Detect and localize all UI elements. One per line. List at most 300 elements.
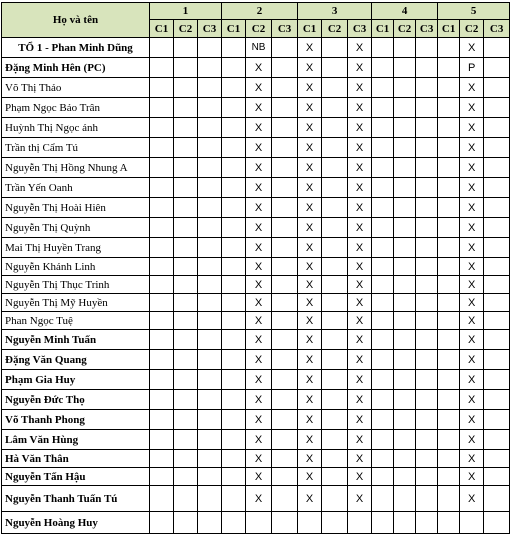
session-cell[interactable] [394, 98, 416, 118]
session-cell[interactable] [438, 350, 460, 370]
session-cell[interactable] [150, 370, 174, 390]
session-cell[interactable]: X [460, 238, 484, 258]
session-cell[interactable]: X [460, 218, 484, 238]
session-cell[interactable]: X [298, 390, 322, 410]
session-cell[interactable]: X [246, 138, 272, 158]
session-cell[interactable] [394, 258, 416, 276]
session-cell[interactable] [198, 312, 222, 330]
session-cell[interactable] [322, 486, 348, 512]
session-cell[interactable]: X [246, 468, 272, 486]
session-cell[interactable]: X [348, 198, 372, 218]
session-cell[interactable] [394, 370, 416, 390]
session-cell[interactable]: X [298, 258, 322, 276]
session-cell[interactable] [174, 276, 198, 294]
session-cell[interactable] [416, 370, 438, 390]
session-cell[interactable] [372, 258, 394, 276]
session-cell[interactable] [174, 450, 198, 468]
session-cell[interactable] [484, 118, 510, 138]
session-cell[interactable]: X [246, 450, 272, 468]
session-cell[interactable] [322, 350, 348, 370]
session-cell[interactable] [272, 98, 298, 118]
session-cell[interactable] [394, 276, 416, 294]
session-cell[interactable] [394, 238, 416, 258]
session-cell[interactable] [322, 58, 348, 78]
session-cell[interactable] [416, 58, 438, 78]
session-cell[interactable] [198, 330, 222, 350]
session-cell[interactable] [484, 178, 510, 198]
session-cell[interactable] [416, 450, 438, 468]
session-cell[interactable] [438, 98, 460, 118]
session-cell[interactable] [438, 294, 460, 312]
session-cell[interactable] [150, 390, 174, 410]
session-cell[interactable] [174, 38, 198, 58]
session-cell[interactable] [174, 118, 198, 138]
session-cell[interactable]: X [348, 258, 372, 276]
session-cell[interactable] [484, 450, 510, 468]
session-cell[interactable] [174, 486, 198, 512]
session-cell[interactable] [438, 512, 460, 534]
session-cell[interactable]: X [298, 370, 322, 390]
session-cell[interactable] [272, 276, 298, 294]
session-cell[interactable] [272, 312, 298, 330]
session-cell[interactable]: X [348, 78, 372, 98]
session-cell[interactable] [150, 38, 174, 58]
session-cell[interactable] [372, 276, 394, 294]
session-cell[interactable] [174, 390, 198, 410]
session-cell[interactable] [322, 330, 348, 350]
session-cell[interactable] [438, 410, 460, 430]
session-cell[interactable] [394, 312, 416, 330]
session-cell[interactable] [198, 238, 222, 258]
session-cell[interactable] [416, 78, 438, 98]
session-cell[interactable] [198, 294, 222, 312]
session-cell[interactable] [322, 390, 348, 410]
session-cell[interactable] [416, 218, 438, 238]
session-cell[interactable] [372, 468, 394, 486]
session-cell[interactable] [222, 158, 246, 178]
session-cell[interactable] [394, 468, 416, 486]
session-cell[interactable] [394, 218, 416, 238]
session-cell[interactable] [484, 98, 510, 118]
session-cell[interactable] [394, 390, 416, 410]
session-cell[interactable] [438, 138, 460, 158]
session-cell[interactable] [438, 158, 460, 178]
session-cell[interactable] [438, 312, 460, 330]
session-cell[interactable] [174, 468, 198, 486]
session-cell[interactable]: X [348, 486, 372, 512]
session-cell[interactable]: X [298, 178, 322, 198]
session-cell[interactable]: X [298, 330, 322, 350]
session-cell[interactable] [484, 258, 510, 276]
session-cell[interactable] [198, 138, 222, 158]
session-cell[interactable] [198, 512, 222, 534]
session-cell[interactable] [372, 370, 394, 390]
session-cell[interactable] [272, 430, 298, 450]
session-cell[interactable]: X [246, 158, 272, 178]
session-cell[interactable] [322, 178, 348, 198]
session-cell[interactable]: X [460, 78, 484, 98]
session-cell[interactable] [394, 330, 416, 350]
session-cell[interactable]: P [460, 58, 484, 78]
session-cell[interactable] [150, 410, 174, 430]
session-cell[interactable] [484, 350, 510, 370]
session-cell[interactable] [150, 218, 174, 238]
session-cell[interactable] [438, 178, 460, 198]
session-cell[interactable]: X [298, 158, 322, 178]
session-cell[interactable] [174, 312, 198, 330]
session-cell[interactable] [198, 78, 222, 98]
session-cell[interactable] [322, 218, 348, 238]
session-cell[interactable]: X [246, 198, 272, 218]
session-cell[interactable]: X [460, 350, 484, 370]
session-cell[interactable] [298, 512, 322, 534]
session-cell[interactable] [222, 238, 246, 258]
session-cell[interactable] [272, 350, 298, 370]
session-cell[interactable] [174, 158, 198, 178]
session-cell[interactable] [222, 430, 246, 450]
session-cell[interactable] [222, 468, 246, 486]
session-cell[interactable] [222, 198, 246, 218]
session-cell[interactable]: X [246, 350, 272, 370]
session-cell[interactable]: X [298, 38, 322, 58]
session-cell[interactable] [174, 330, 198, 350]
session-cell[interactable]: X [460, 138, 484, 158]
session-cell[interactable] [272, 294, 298, 312]
session-cell[interactable] [438, 78, 460, 98]
session-cell[interactable] [394, 198, 416, 218]
session-cell[interactable]: X [348, 238, 372, 258]
session-cell[interactable] [174, 430, 198, 450]
session-cell[interactable] [416, 390, 438, 410]
session-cell[interactable] [222, 58, 246, 78]
session-cell[interactable]: X [246, 276, 272, 294]
session-cell[interactable]: X [348, 350, 372, 370]
session-cell[interactable]: X [348, 294, 372, 312]
session-cell[interactable]: X [460, 312, 484, 330]
session-cell[interactable] [198, 370, 222, 390]
session-cell[interactable] [222, 118, 246, 138]
session-cell[interactable] [372, 390, 394, 410]
session-cell[interactable] [416, 410, 438, 430]
session-cell[interactable] [174, 58, 198, 78]
session-cell[interactable] [150, 486, 174, 512]
session-cell[interactable] [372, 78, 394, 98]
session-cell[interactable] [222, 218, 246, 238]
session-cell[interactable] [372, 312, 394, 330]
session-cell[interactable]: X [460, 276, 484, 294]
session-cell[interactable] [222, 312, 246, 330]
session-cell[interactable] [438, 38, 460, 58]
session-cell[interactable] [372, 330, 394, 350]
session-cell[interactable] [322, 450, 348, 468]
session-cell[interactable] [150, 350, 174, 370]
session-cell[interactable]: X [298, 218, 322, 238]
session-cell[interactable] [272, 238, 298, 258]
session-cell[interactable] [198, 218, 222, 238]
session-cell[interactable] [322, 78, 348, 98]
session-cell[interactable] [372, 512, 394, 534]
session-cell[interactable] [484, 238, 510, 258]
session-cell[interactable]: X [348, 276, 372, 294]
session-cell[interactable] [150, 198, 174, 218]
session-cell[interactable] [484, 78, 510, 98]
session-cell[interactable] [198, 410, 222, 430]
session-cell[interactable] [198, 258, 222, 276]
session-cell[interactable] [272, 118, 298, 138]
session-cell[interactable]: X [348, 330, 372, 350]
session-cell[interactable] [438, 486, 460, 512]
session-cell[interactable]: X [348, 158, 372, 178]
session-cell[interactable] [150, 512, 174, 534]
session-cell[interactable] [394, 486, 416, 512]
session-cell[interactable] [484, 312, 510, 330]
session-cell[interactable] [416, 118, 438, 138]
session-cell[interactable] [416, 258, 438, 276]
session-cell[interactable] [322, 312, 348, 330]
session-cell[interactable]: X [298, 450, 322, 468]
session-cell[interactable] [222, 512, 246, 534]
session-cell[interactable] [484, 276, 510, 294]
session-cell[interactable] [198, 450, 222, 468]
session-cell[interactable] [484, 390, 510, 410]
session-cell[interactable] [150, 238, 174, 258]
session-cell[interactable] [174, 78, 198, 98]
session-cell[interactable]: X [246, 370, 272, 390]
session-cell[interactable] [372, 238, 394, 258]
session-cell[interactable]: X [460, 468, 484, 486]
session-cell[interactable] [372, 118, 394, 138]
session-cell[interactable] [484, 512, 510, 534]
session-cell[interactable]: X [348, 58, 372, 78]
session-cell[interactable] [198, 486, 222, 512]
session-cell[interactable] [222, 370, 246, 390]
session-cell[interactable] [416, 294, 438, 312]
session-cell[interactable] [416, 330, 438, 350]
session-cell[interactable] [150, 330, 174, 350]
session-cell[interactable]: X [348, 430, 372, 450]
session-cell[interactable] [438, 430, 460, 450]
session-cell[interactable]: X [348, 118, 372, 138]
session-cell[interactable] [372, 430, 394, 450]
session-cell[interactable] [222, 410, 246, 430]
session-cell[interactable] [198, 58, 222, 78]
session-cell[interactable] [416, 350, 438, 370]
session-cell[interactable] [438, 218, 460, 238]
session-cell[interactable] [272, 178, 298, 198]
session-cell[interactable] [322, 258, 348, 276]
session-cell[interactable] [348, 512, 372, 534]
session-cell[interactable] [150, 450, 174, 468]
session-cell[interactable]: X [246, 258, 272, 276]
session-cell[interactable]: X [348, 218, 372, 238]
session-cell[interactable] [198, 468, 222, 486]
session-cell[interactable] [484, 138, 510, 158]
session-cell[interactable] [272, 512, 298, 534]
session-cell[interactable] [174, 410, 198, 430]
session-cell[interactable] [372, 350, 394, 370]
session-cell[interactable] [222, 258, 246, 276]
session-cell[interactable] [174, 370, 198, 390]
session-cell[interactable] [272, 38, 298, 58]
session-cell[interactable] [198, 390, 222, 410]
session-cell[interactable] [272, 218, 298, 238]
session-cell[interactable] [438, 258, 460, 276]
session-cell[interactable] [438, 58, 460, 78]
session-cell[interactable] [394, 410, 416, 430]
session-cell[interactable] [484, 430, 510, 450]
session-cell[interactable] [484, 370, 510, 390]
session-cell[interactable]: X [298, 312, 322, 330]
session-cell[interactable]: X [460, 410, 484, 430]
session-cell[interactable] [174, 258, 198, 276]
session-cell[interactable] [438, 238, 460, 258]
session-cell[interactable] [460, 512, 484, 534]
session-cell[interactable]: X [460, 98, 484, 118]
session-cell[interactable]: X [246, 410, 272, 430]
session-cell[interactable]: X [246, 118, 272, 138]
session-cell[interactable] [150, 312, 174, 330]
session-cell[interactable] [222, 294, 246, 312]
session-cell[interactable] [484, 38, 510, 58]
session-cell[interactable]: X [246, 218, 272, 238]
session-cell[interactable] [322, 238, 348, 258]
session-cell[interactable]: X [460, 430, 484, 450]
session-cell[interactable] [394, 118, 416, 138]
session-cell[interactable]: X [298, 350, 322, 370]
session-cell[interactable] [272, 370, 298, 390]
session-cell[interactable] [484, 468, 510, 486]
session-cell[interactable] [222, 350, 246, 370]
session-cell[interactable] [322, 294, 348, 312]
session-cell[interactable] [322, 138, 348, 158]
session-cell[interactable] [416, 158, 438, 178]
session-cell[interactable] [322, 430, 348, 450]
session-cell[interactable] [222, 390, 246, 410]
session-cell[interactable]: X [348, 450, 372, 468]
session-cell[interactable] [416, 430, 438, 450]
session-cell[interactable]: X [348, 468, 372, 486]
session-cell[interactable] [222, 138, 246, 158]
session-cell[interactable] [484, 330, 510, 350]
session-cell[interactable] [394, 178, 416, 198]
session-cell[interactable]: X [298, 118, 322, 138]
session-cell[interactable] [222, 38, 246, 58]
session-cell[interactable]: X [298, 198, 322, 218]
session-cell[interactable] [174, 512, 198, 534]
session-cell[interactable]: X [298, 78, 322, 98]
session-cell[interactable]: X [460, 294, 484, 312]
session-cell[interactable] [222, 276, 246, 294]
session-cell[interactable]: X [460, 198, 484, 218]
session-cell[interactable]: X [246, 98, 272, 118]
session-cell[interactable]: X [460, 330, 484, 350]
session-cell[interactable] [222, 98, 246, 118]
session-cell[interactable] [150, 58, 174, 78]
session-cell[interactable] [372, 138, 394, 158]
session-cell[interactable] [272, 410, 298, 430]
session-cell[interactable] [174, 198, 198, 218]
session-cell[interactable] [394, 450, 416, 468]
session-cell[interactable]: X [298, 238, 322, 258]
session-cell[interactable]: X [460, 38, 484, 58]
session-cell[interactable] [322, 370, 348, 390]
session-cell[interactable] [150, 178, 174, 198]
session-cell[interactable] [438, 118, 460, 138]
session-cell[interactable] [416, 238, 438, 258]
session-cell[interactable] [484, 218, 510, 238]
session-cell[interactable] [198, 178, 222, 198]
session-cell[interactable] [150, 276, 174, 294]
session-cell[interactable]: X [348, 410, 372, 430]
session-cell[interactable] [150, 294, 174, 312]
session-cell[interactable]: X [460, 486, 484, 512]
session-cell[interactable] [174, 350, 198, 370]
session-cell[interactable]: X [298, 58, 322, 78]
session-cell[interactable] [438, 198, 460, 218]
session-cell[interactable]: X [246, 238, 272, 258]
session-cell[interactable] [484, 158, 510, 178]
session-cell[interactable] [372, 98, 394, 118]
session-cell[interactable] [198, 276, 222, 294]
session-cell[interactable] [198, 158, 222, 178]
session-cell[interactable] [394, 350, 416, 370]
session-cell[interactable] [372, 218, 394, 238]
session-cell[interactable] [222, 178, 246, 198]
session-cell[interactable] [394, 430, 416, 450]
session-cell[interactable]: X [246, 312, 272, 330]
session-cell[interactable] [416, 486, 438, 512]
session-cell[interactable]: X [348, 312, 372, 330]
session-cell[interactable] [372, 410, 394, 430]
session-cell[interactable] [416, 276, 438, 294]
session-cell[interactable]: X [460, 258, 484, 276]
session-cell[interactable] [198, 350, 222, 370]
session-cell[interactable]: X [348, 178, 372, 198]
session-cell[interactable] [416, 312, 438, 330]
session-cell[interactable] [272, 450, 298, 468]
session-cell[interactable] [272, 138, 298, 158]
session-cell[interactable] [394, 138, 416, 158]
session-cell[interactable]: X [246, 58, 272, 78]
session-cell[interactable] [272, 58, 298, 78]
session-cell[interactable]: X [298, 410, 322, 430]
session-cell[interactable] [438, 330, 460, 350]
session-cell[interactable]: X [246, 294, 272, 312]
session-cell[interactable] [438, 450, 460, 468]
session-cell[interactable]: X [460, 118, 484, 138]
session-cell[interactable]: X [246, 178, 272, 198]
session-cell[interactable]: X [246, 78, 272, 98]
session-cell[interactable] [272, 258, 298, 276]
session-cell[interactable] [272, 198, 298, 218]
session-cell[interactable] [150, 158, 174, 178]
session-cell[interactable] [394, 512, 416, 534]
session-cell[interactable] [272, 390, 298, 410]
session-cell[interactable] [438, 370, 460, 390]
session-cell[interactable] [416, 198, 438, 218]
session-cell[interactable] [372, 58, 394, 78]
session-cell[interactable] [484, 410, 510, 430]
session-cell[interactable] [438, 276, 460, 294]
session-cell[interactable]: X [348, 390, 372, 410]
session-cell[interactable] [246, 512, 272, 534]
session-cell[interactable]: X [298, 486, 322, 512]
session-cell[interactable]: X [348, 138, 372, 158]
session-cell[interactable] [372, 178, 394, 198]
session-cell[interactable] [322, 468, 348, 486]
session-cell[interactable] [174, 98, 198, 118]
session-cell[interactable] [222, 330, 246, 350]
